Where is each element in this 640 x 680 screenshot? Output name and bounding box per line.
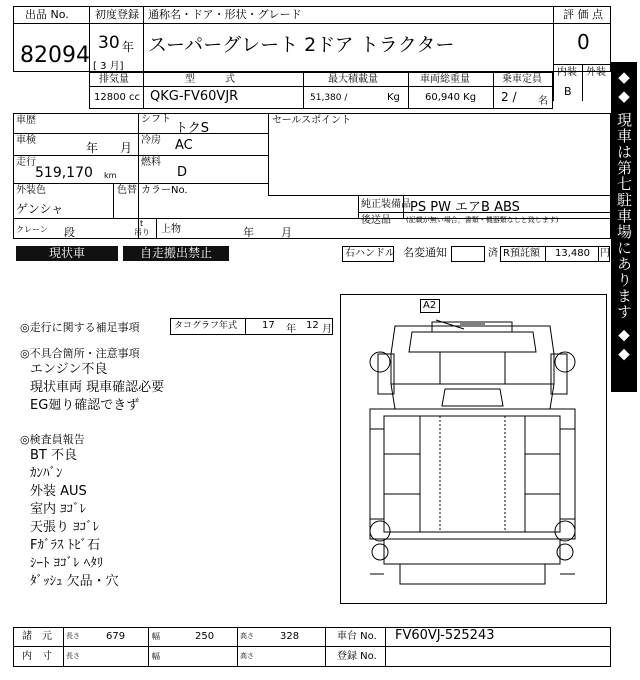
mileage-value: 519,170 <box>35 165 93 181</box>
inspector-item: ｼｰﾄ ﾖｺﾞﾚ ﾍﾀﾘ <box>30 556 104 571</box>
exterior-color-label: 外装色 <box>16 185 46 196</box>
inspector-title: ◎検査員報告 <box>20 433 85 446</box>
capacity-unit: 名 <box>538 96 548 107</box>
recycle-amount: 13,480 <box>555 248 590 259</box>
shift-label: シフト <box>141 114 171 125</box>
model-name: スーパーグレート 2ドア トラクター <box>148 34 455 56</box>
color-no-header: カラーNo. <box>141 185 188 196</box>
gross-weight-label: 車両総重量 <box>420 74 470 85</box>
side-banner: ◆◆ 現車は第七駐車場にあります ◆◆ <box>611 62 637 392</box>
name-change-label: 名変通知 <box>403 246 447 259</box>
max-load-label: 最大積載量 <box>328 74 378 85</box>
self-drive-prohibited-badge: 自走搬出禁止 <box>123 246 229 261</box>
crane-stage: 段 <box>64 226 75 239</box>
length-label: 長さ <box>66 632 80 640</box>
tachograph-year-unit: 年 <box>286 324 296 335</box>
aftermarket-note: (記載が無い場合，書類・機器類なしと致します) <box>406 216 559 224</box>
grade-value: 0 <box>577 30 590 54</box>
right-handle-label: 右ハンドル <box>345 248 395 259</box>
inspector-item: ﾀﾞｯｼｭ 欠品・穴 <box>30 574 119 589</box>
registration-label: 登録 No. <box>337 651 377 662</box>
interior-value: B <box>564 85 572 98</box>
model-type-value: QKG-FV60VJR <box>150 89 239 104</box>
defect-item: 現状車両 現車確認必要 <box>30 380 165 395</box>
recycle-label: 済 <box>488 248 498 259</box>
recycle-deposit-label: R預託額 <box>503 248 540 259</box>
crane-label: クレーン <box>16 225 48 234</box>
sales-point-label: セールスポイント <box>272 115 352 126</box>
damage-marker-label: A2 <box>423 300 437 311</box>
standard-equip-value: PS PW エアB ABS <box>410 200 520 215</box>
capacity-label: 乗車定員 <box>502 74 542 85</box>
current-car-badge: 現状車 <box>16 246 118 261</box>
aftermarket-label: 後送品 <box>361 215 391 226</box>
shift-value: トクS <box>175 121 209 136</box>
defect-item: エンジン不良 <box>30 362 108 377</box>
first-reg-month: [ 3 月] <box>93 61 124 72</box>
tachograph-month: 12 <box>306 320 319 331</box>
first-reg-year-unit: 年 <box>122 40 135 54</box>
length-value: 679 <box>106 631 126 642</box>
recycle-unit: 円 <box>600 248 610 259</box>
grade-label: 評 価 点 <box>563 8 603 21</box>
footer-frame <box>13 627 611 667</box>
max-load-value: 51,380 / <box>310 93 348 103</box>
model-header-label: 通称名・ドア・形状・グレード <box>148 8 302 21</box>
mileage-label: 走行 <box>16 157 36 168</box>
model-type-label: 型 式 <box>185 74 235 85</box>
inner-length-label: 長さ <box>66 652 80 660</box>
inspector-item: ｶﾝﾊﾞﾝ <box>30 466 63 481</box>
fuel-value: D <box>177 165 188 180</box>
inspector-item: 室内 ﾖｺﾞﾚ <box>30 502 87 517</box>
lot-label: 出品 No. <box>25 8 69 21</box>
capacity-value: 2 / <box>501 90 517 104</box>
chassis-value: FV60VJ-525243 <box>395 628 495 643</box>
standard-equip-label: 純正装備品 <box>361 199 411 210</box>
exterior-color-value: ゲンシャ <box>16 202 64 216</box>
upper-year: 年 <box>243 226 254 239</box>
displacement-value: 12800 cc <box>94 92 140 103</box>
upper-label: 上物 <box>161 224 181 235</box>
inner-label: 内 寸 <box>22 651 52 662</box>
aircon-label: 冷房 <box>141 135 161 146</box>
first-reg-year: 30 <box>98 33 120 53</box>
first-reg-label: 初度登録 <box>95 8 139 21</box>
height-value: 328 <box>280 631 300 642</box>
width-label: 幅 <box>152 632 160 641</box>
gross-weight-value: 60,940 Kg <box>425 92 477 103</box>
truck-diagram <box>340 294 607 604</box>
mileage-unit: km <box>104 171 117 180</box>
inspection-label: 車検 <box>16 135 36 146</box>
name-change-box <box>451 246 485 262</box>
height-label: 高さ <box>240 632 254 640</box>
tachograph-month-unit: 月 <box>322 324 332 335</box>
upper-month: 月 <box>281 226 292 239</box>
displacement-label: 排気量 <box>99 74 129 85</box>
interior-label: 内装 <box>557 67 577 78</box>
defects-title: ◎不具合箇所・注意事項 <box>20 347 140 360</box>
lot-number: 82094 <box>20 43 90 68</box>
max-load-unit: Kg <box>387 92 400 103</box>
color-no-label: 色替 <box>117 185 137 196</box>
supplement-title: ◎走行に関する補足事項 <box>20 321 140 334</box>
inner-width-label: 幅 <box>152 652 160 661</box>
inner-height-label: 高さ <box>240 652 254 660</box>
crane-ton: t <box>140 219 144 228</box>
inspection-month: 月 <box>120 141 133 155</box>
exterior-label: 外装 <box>586 67 606 78</box>
inspection-year: 年 <box>86 141 99 155</box>
inspector-item: BT 不良 <box>30 448 77 463</box>
crane-lift: 吊り <box>134 228 150 237</box>
history-label: 車歴 <box>16 115 36 126</box>
defect-item: EG廻り確認できず <box>30 398 140 413</box>
dimensions-label: 諸 元 <box>22 631 52 642</box>
tachograph-label: タコグラフ年式 <box>174 321 238 331</box>
inspector-item: 外装 AUS <box>30 484 87 499</box>
aircon-value: AC <box>175 138 193 153</box>
tachograph-year: 17 <box>262 320 275 331</box>
chassis-label: 車台 No. <box>337 631 377 642</box>
width-value: 250 <box>195 631 215 642</box>
inspector-item: Fｶﾞﾗｽ ﾄﾋﾞ石 <box>30 538 101 553</box>
fuel-label: 燃料 <box>141 157 161 168</box>
inspector-item: 天張り ﾖｺﾞﾚ <box>30 520 100 535</box>
